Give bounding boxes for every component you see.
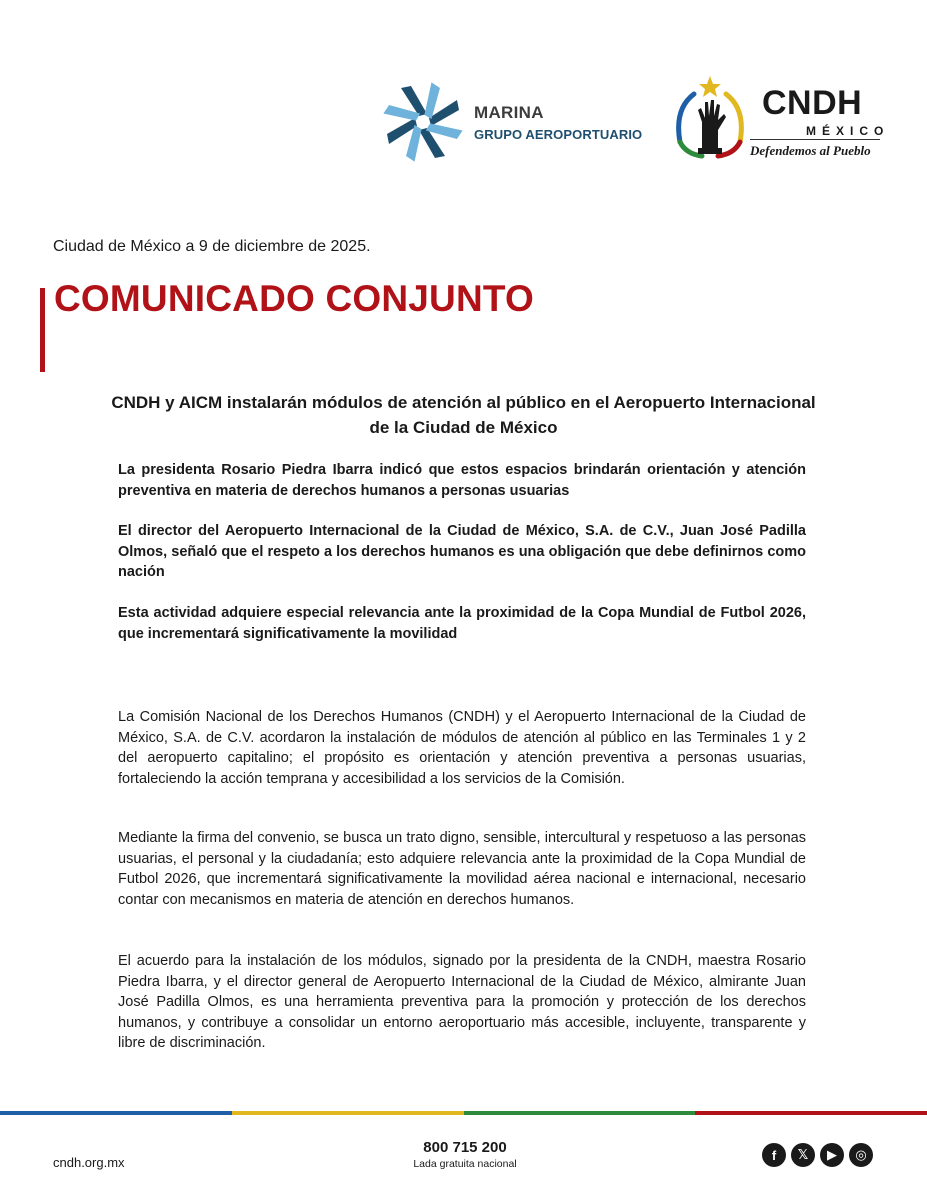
instagram-icon[interactable]: ◎ <box>849 1143 873 1167</box>
footer-phone: 800 715 200 <box>423 1139 507 1156</box>
highlight-2: El director del Aeropuerto Internacional de la Ciudad de México, S.A. de C.V., Juan José Padilla Olmos, señaló que el respeto a los derechos humanos es una obligación que debe definirnos como nación <box>118 523 806 580</box>
footer-phone-note: Lada gratuita nacional <box>413 1158 517 1170</box>
stripe-segment-red <box>695 1111 927 1115</box>
cndh-logo-country: MÉXICO <box>806 124 890 138</box>
marina-logo-name: MARINA <box>474 103 544 122</box>
headline: CNDH y AICM instalarán módulos de atención al público en el Aeropuerto Internacional de la Ciudad de México <box>111 393 816 437</box>
stripe-segment-yellow <box>232 1111 464 1115</box>
document-title: COMUNICADO CONJUNTO <box>54 278 535 319</box>
body-paragraph-2: Mediante la firma del convenio, se busca un trato digno, sensible, intercultural y respetuoso a las personas usuarias, el personal y la ciudadanía; esto adquiere relevancia ante la proximidad de la Copa Mundial de Futbol 2026, que incrementará significativamente la movilidad aérea nacional e internacional, necesario contar con mecanismos en materia de atención en derechos humanos. <box>118 830 806 908</box>
cndh-logo-name: CNDH <box>762 84 863 122</box>
facebook-icon[interactable]: f <box>762 1143 786 1167</box>
marina-logo-subtitle: GRUPO AEROPORTUARIO <box>474 127 643 142</box>
cndh-logo-motto: Defendemos al Pueblo <box>750 143 871 158</box>
highlight-1: La presidenta Rosario Piedra Ibarra indicó que estos espacios brindarán orientación y atención preventiva en materia de derechos humanos a personas usuarias <box>118 462 806 499</box>
title-accent-bar <box>40 288 45 372</box>
body-paragraph-3: El acuerdo para la instalación de los módulos, signado por la presidenta de la CNDH, maestra Rosario Piedra Ibarra, y el director general de Aeropuerto Internacional de la Ciudad de México, almirante Juan José Padilla Olmos, es una herramienta preventiva para la promoción y protección de los derechos humanos, y contribuye a consolidar un entorno aeroportuario más accesible, incluyente, transparente y libre de discriminación. <box>118 953 806 1052</box>
cndh-logo-divider <box>750 139 880 140</box>
body-paragraph-1: La Comisión Nacional de los Derechos Humanos (CNDH) y el Aeropuerto Internacional de la Ciudad de México, S.A. de C.V. acordaron la instalación de módulos de atención al público en las Terminales 1 y 2 del aeropuerto capitalino; el propósito es orientación y atención preventiva a personas usuarias, fortaleciendo la acción temprana y accesibilidad a los servicios de la Comisión. <box>118 709 806 787</box>
cndh-emblem-icon <box>664 74 756 162</box>
highlight-3: Esta actividad adquiere especial relevancia ante la proximidad de la Copa Mundial de Futbol 2026, que incrementará significativamente la movilidad <box>118 605 806 642</box>
x-icon[interactable]: 𝕏 <box>791 1143 815 1167</box>
social-links <box>762 1143 873 1167</box>
document-date: Ciudad de México a 9 de diciembre de 2025. <box>53 238 371 255</box>
marina-logo <box>383 82 463 162</box>
youtube-icon[interactable]: ▶ <box>820 1143 844 1167</box>
footer-color-stripe <box>0 1111 927 1115</box>
footer-website-link[interactable]: cndh.org.mx <box>53 1155 125 1170</box>
stripe-segment-blue <box>0 1111 232 1115</box>
stripe-segment-green <box>464 1111 696 1115</box>
